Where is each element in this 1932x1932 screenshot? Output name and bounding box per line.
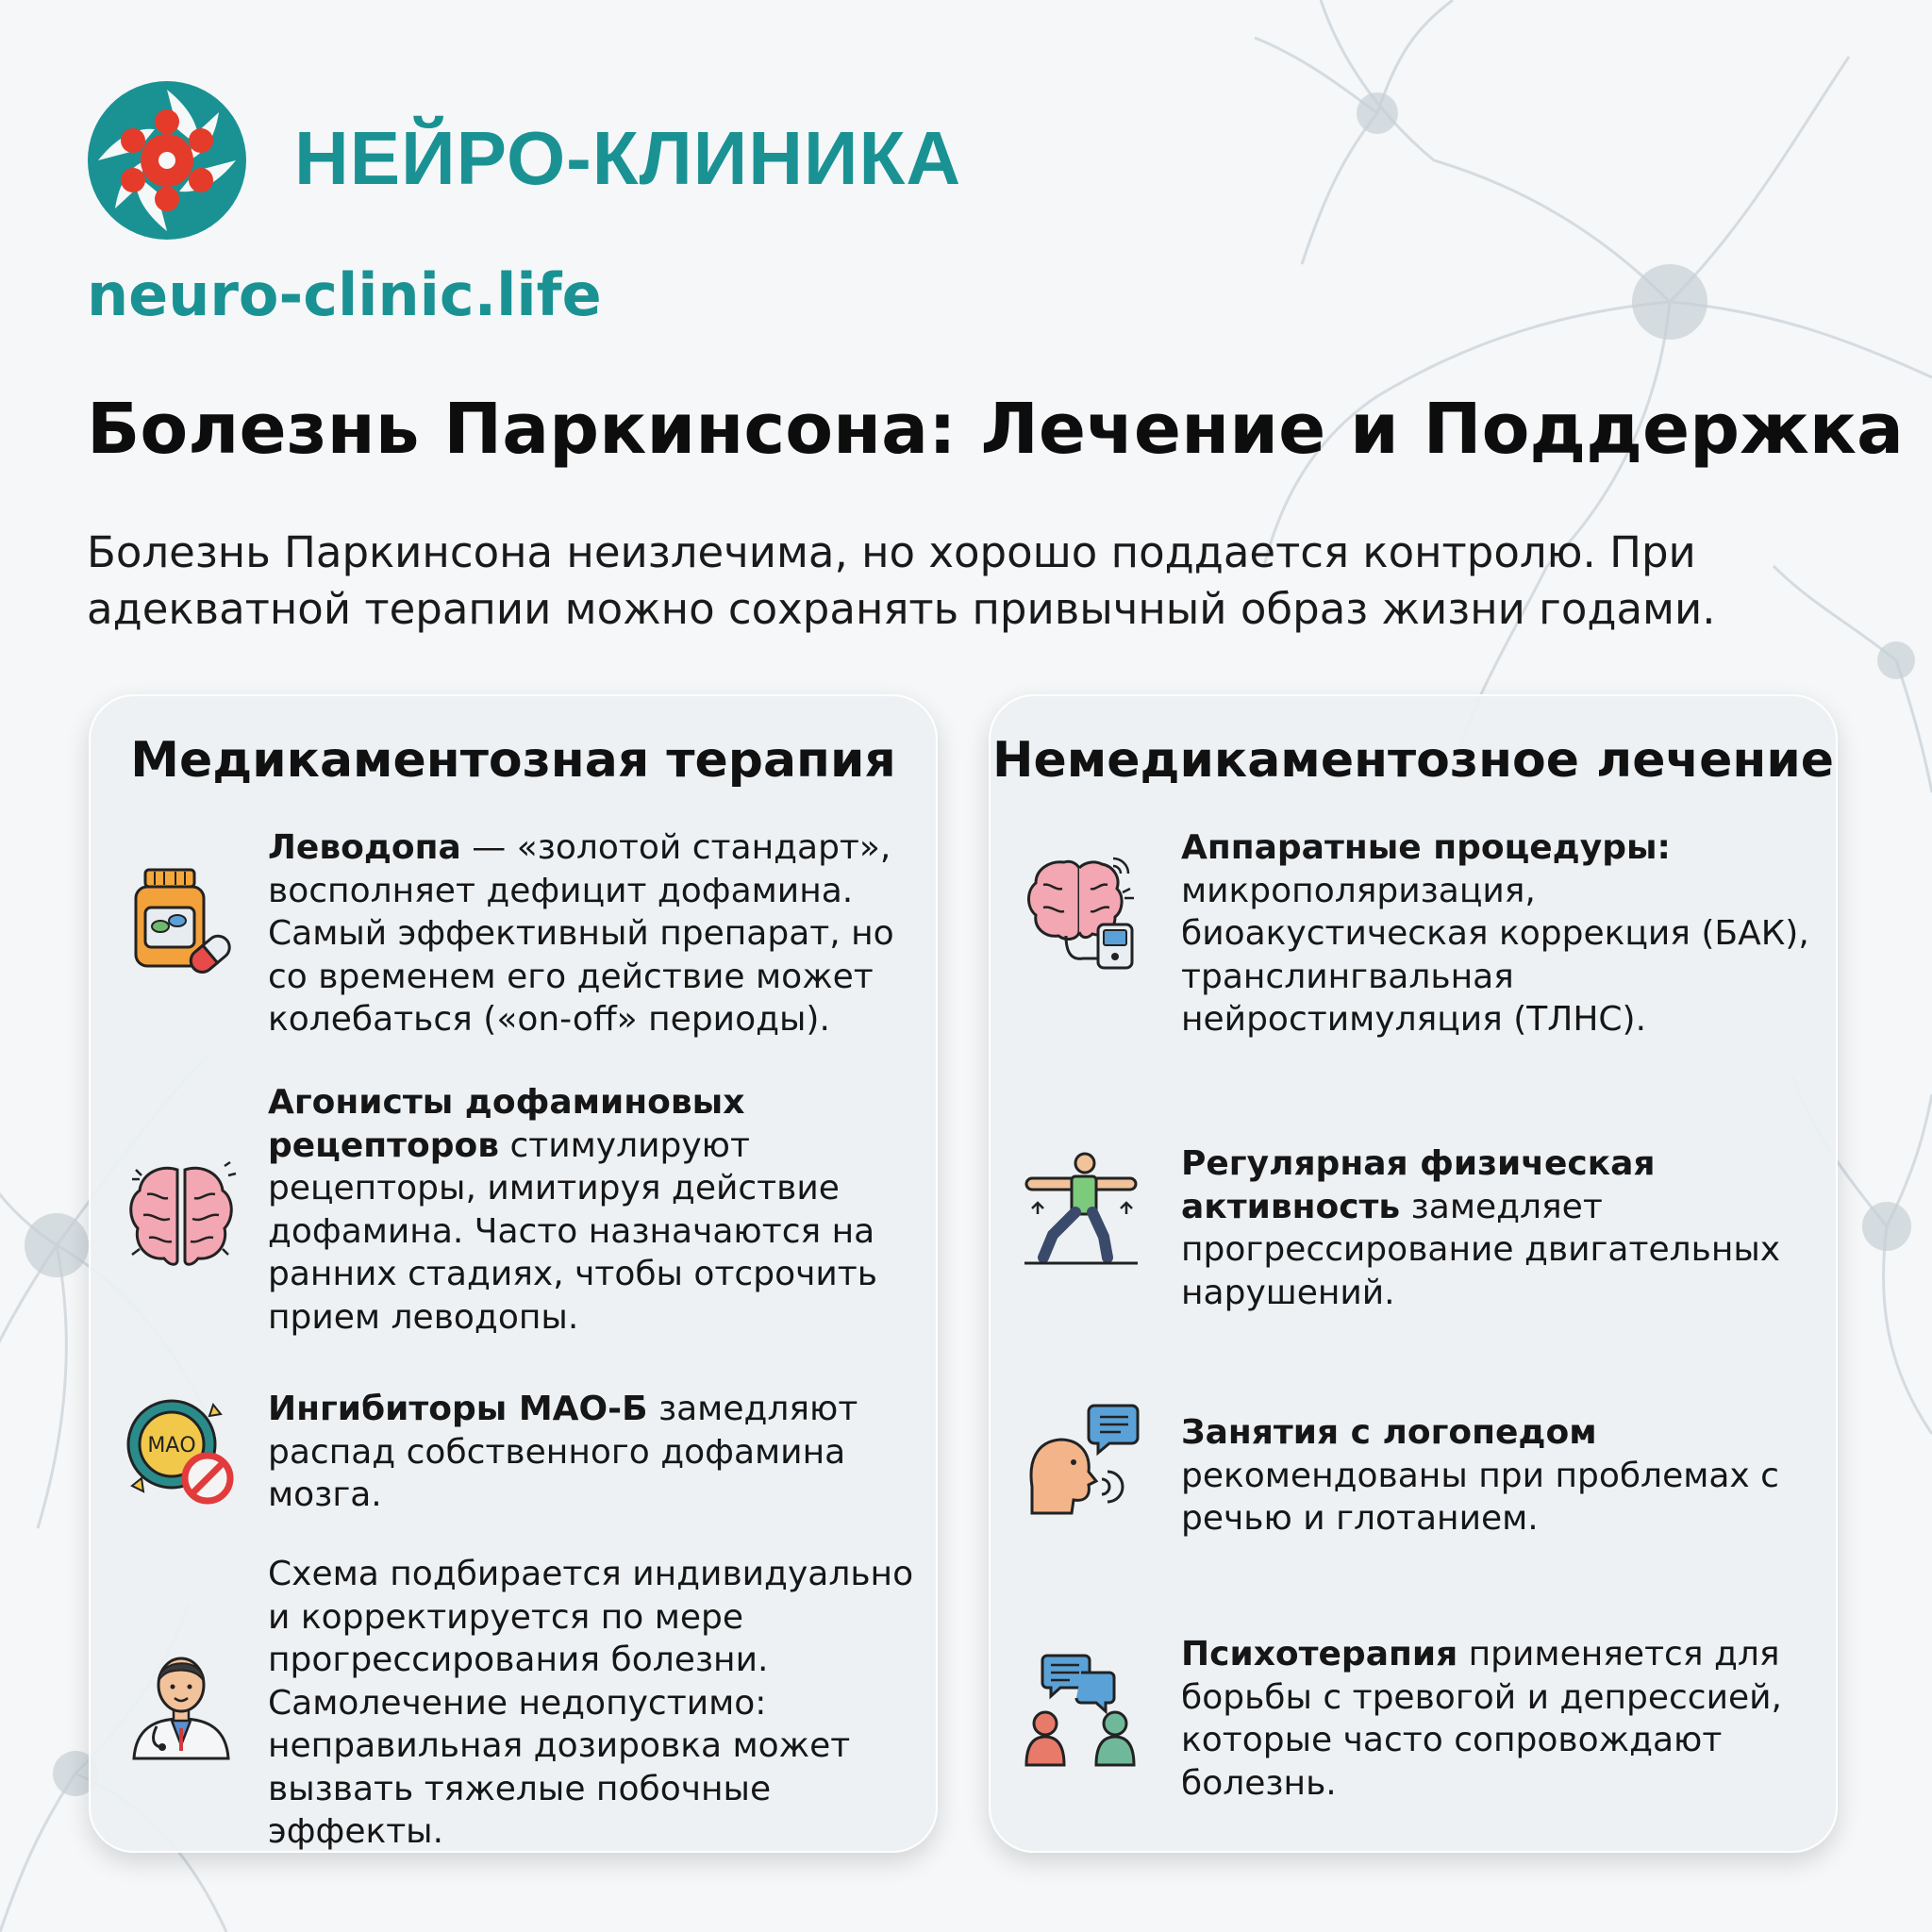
hardware-text bbox=[1181, 826, 1832, 1041]
doctor-icon bbox=[123, 1647, 240, 1764]
agonists-text bbox=[268, 1081, 928, 1339]
mao-label: МАО bbox=[147, 1434, 196, 1457]
card-title-non-medication: Немедикаментозное лечение bbox=[991, 732, 1835, 789]
intro-text: Болезнь Паркинсона неизлечима, но хорошо поддается контролю. При адекватной терапии можно сохранять привычный образ жизни годами. bbox=[87, 527, 1716, 634]
hardware-description: микрополяризация, биоакустическая коррекция (БАК), транслингвальная нейростимуляция (ТЛНС). bbox=[1181, 871, 1809, 1039]
levodopa-description: — «золотой стандарт», восполняет дефицит дофамина. Самый эффективный препарат, но со временем его действие может колебаться («on-off» периоды). bbox=[268, 828, 894, 1039]
medication-card bbox=[89, 694, 938, 1853]
brain-device-icon bbox=[1023, 855, 1140, 972]
non-medication-card bbox=[989, 694, 1838, 1853]
speech-name: Занятия с логопедом bbox=[1181, 1413, 1597, 1452]
page-title: Болезнь Паркинсона: Лечение и Поддержка bbox=[87, 389, 1904, 470]
levodopa-name: Леводопа bbox=[268, 828, 461, 867]
psychotherapy-description: применяется для борьбы с тревогой и депрессией, которые часто сопровождают болезнь. bbox=[1181, 1635, 1782, 1803]
mao-inhibitor-icon bbox=[123, 1391, 240, 1508]
clinic-logo bbox=[87, 80, 247, 241]
speech-therapy-icon bbox=[1023, 1402, 1140, 1519]
speech-text bbox=[1181, 1411, 1832, 1541]
psychotherapy-name: Психотерапия bbox=[1181, 1635, 1458, 1674]
scheme-note-text bbox=[268, 1553, 928, 1854]
brand-website[interactable]: neuro-clinic.life bbox=[87, 260, 602, 329]
speech-description: рекомендованы при проблемах с речью и глотанием. bbox=[1181, 1456, 1779, 1538]
exercise-name: Регулярная физическая активность bbox=[1181, 1144, 1656, 1226]
scheme-note-description: Схема подбирается индивидуально и корректируется по мере прогрессирования болезни. Самолечение недопустимо: неправильная дозировка может вызвать тяжелые побочные эффекты. bbox=[268, 1555, 914, 1851]
mao-inhibitors-text bbox=[268, 1388, 928, 1517]
psychotherapy-icon bbox=[1023, 1652, 1140, 1769]
exercise-icon bbox=[1023, 1152, 1140, 1269]
exercise-text bbox=[1181, 1142, 1832, 1314]
mao-inhibitors-description: замедляют распад собственного дофамина мозга. bbox=[268, 1390, 858, 1514]
mao-inhibitors-name: Ингибиторы МАО-Б bbox=[268, 1390, 648, 1428]
brand-name: НЕЙРО-КЛИНИКА bbox=[294, 116, 962, 200]
card-title-medication: Медикаментозная терапия bbox=[130, 732, 896, 789]
psychotherapy-text bbox=[1181, 1633, 1832, 1805]
levodopa-text bbox=[268, 826, 928, 1041]
agonists-name: Агонисты дофаминовых рецепторов bbox=[268, 1083, 745, 1165]
hardware-name: Аппаратные процедуры: bbox=[1181, 828, 1671, 867]
agonists-description: стимулируют рецепторы, имитируя действие дофамина. Часто назначаются на ранних стадиях, чтобы отсрочить прием леводопы. bbox=[268, 1125, 877, 1337]
brain-receptor-icon bbox=[123, 1157, 240, 1274]
exercise-description: замедляет прогрессирование двигательных нарушений. bbox=[1181, 1187, 1781, 1312]
medicine-bottle-icon bbox=[123, 864, 240, 981]
